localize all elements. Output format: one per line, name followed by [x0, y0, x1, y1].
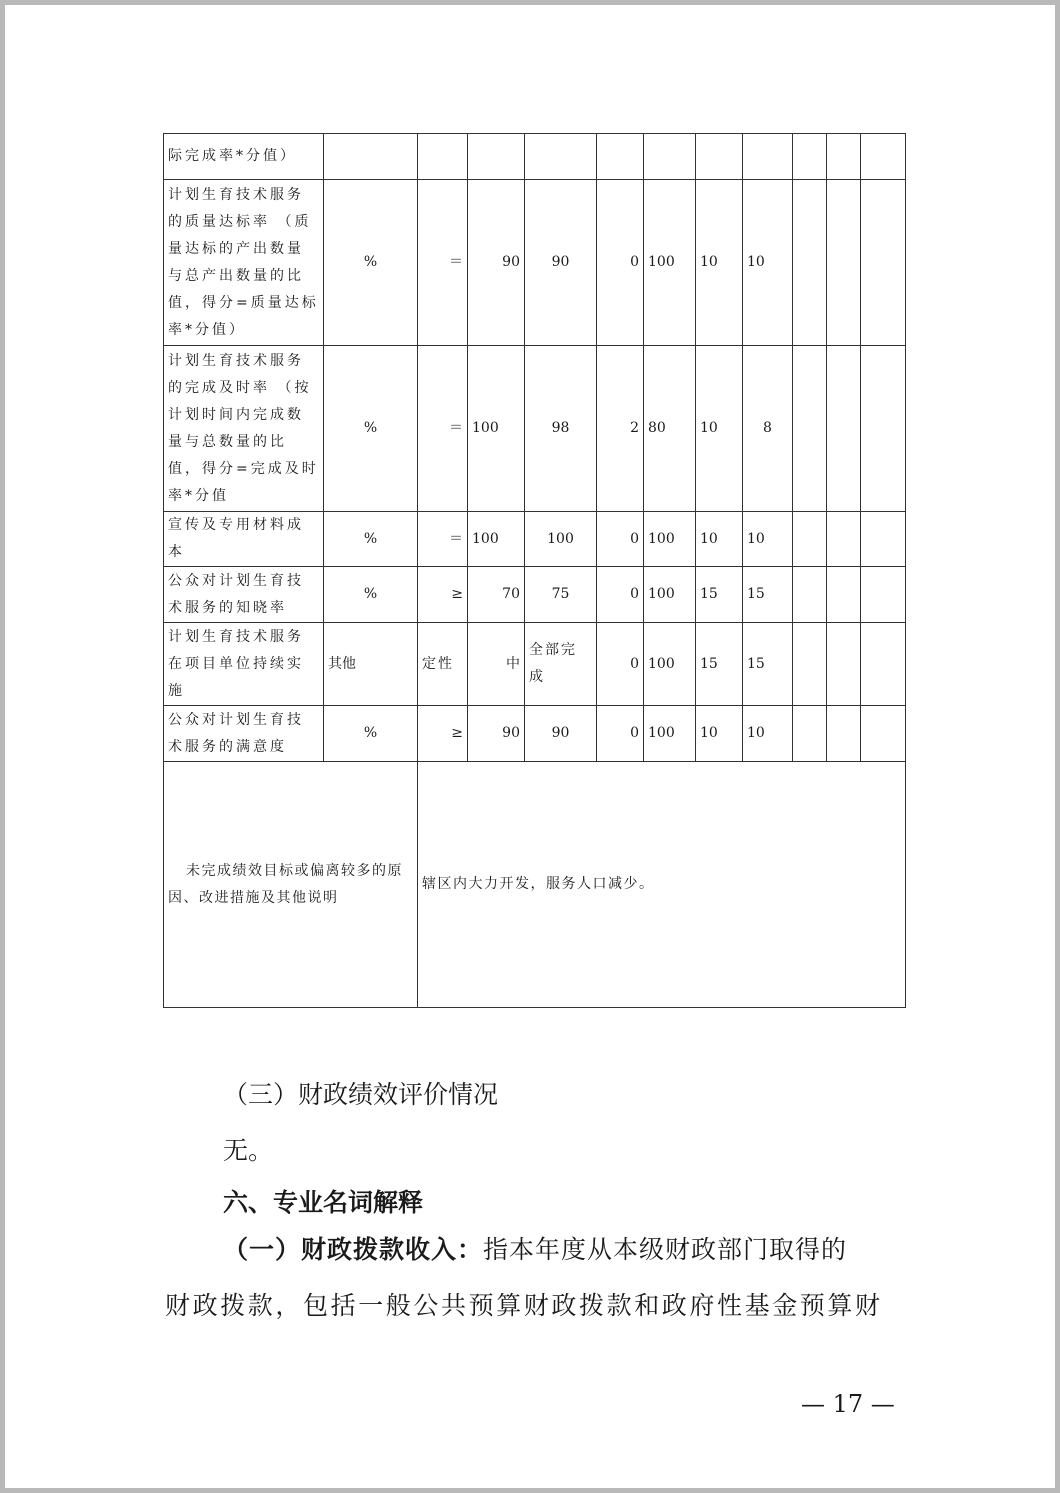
empty-cell — [793, 706, 827, 762]
indicator-name: 公众对计划生育技术服务的知晓率 — [164, 567, 324, 623]
score-cell: 10 — [743, 706, 793, 762]
empty-cell — [861, 346, 906, 512]
operator-cell: 定性 — [418, 623, 468, 706]
section-3-heading: （三）财政绩效评价情况 — [223, 1080, 499, 1109]
target-cell: 70 — [468, 567, 525, 623]
score-rate-cell: 100 — [644, 623, 696, 706]
empty-cell — [793, 134, 827, 180]
weight-cell: 10 — [696, 346, 743, 512]
empty-cell — [827, 180, 861, 346]
empty-cell — [793, 623, 827, 706]
indicator-name: 宣传及专用材料成本 — [164, 512, 324, 567]
score-cell: 10 — [743, 512, 793, 567]
score-rate-cell: 100 — [644, 706, 696, 762]
deviation-cell: 0 — [597, 623, 644, 706]
notes-text: 辖区内大力开发，服务人口减少。 — [418, 762, 906, 1008]
operator-cell: ≥ — [418, 706, 468, 762]
table-row — [164, 706, 906, 762]
target-cell: 100 — [468, 346, 525, 512]
performance-table — [163, 133, 906, 1008]
operator-cell: ＝ — [418, 180, 468, 346]
deviation-cell — [597, 134, 644, 180]
weight-cell: 15 — [696, 567, 743, 623]
empty-cell — [827, 512, 861, 567]
empty-cell — [827, 134, 861, 180]
unit-cell: 其他 — [324, 623, 418, 706]
deviation-cell: 0 — [597, 706, 644, 762]
operator-cell: ＝ — [418, 512, 468, 567]
target-cell: 90 — [468, 180, 525, 346]
unit-cell — [324, 134, 418, 180]
target-cell: 中 — [468, 623, 525, 706]
operator-cell: ≥ — [418, 567, 468, 623]
document-page — [5, 5, 1055, 1488]
item-1-term: （一）财政拨款收入： — [223, 1235, 484, 1264]
score-cell — [743, 134, 793, 180]
item-1-line-2: 财政拨款，包括一般公共预算财政拨款和政府性基金预算财 — [165, 1291, 883, 1320]
item-1-line-1 — [223, 1235, 847, 1265]
empty-cell — [827, 623, 861, 706]
empty-cell — [793, 180, 827, 346]
empty-cell — [861, 512, 906, 567]
empty-cell — [793, 512, 827, 567]
target-cell — [468, 134, 525, 180]
page-number: — 17 — — [801, 1390, 895, 1418]
table-row — [164, 346, 906, 512]
indicator-name: 计划生育技术服务的质量达标率 （质量达标的产出数量与总产出数量的比值，得分=质量达标率*分值） — [164, 180, 324, 346]
operator-cell — [418, 134, 468, 180]
actual-cell: 90 — [525, 706, 597, 762]
section-3-text: 无。 — [223, 1136, 274, 1165]
empty-cell — [861, 567, 906, 623]
deviation-cell: 0 — [597, 567, 644, 623]
unit-cell: % — [324, 512, 418, 567]
score-cell: 15 — [743, 567, 793, 623]
empty-cell — [827, 346, 861, 512]
deviation-cell: 0 — [597, 180, 644, 346]
indicator-name: 计划生育技术服务在项目单位持续实施 — [164, 623, 324, 706]
actual-cell: 75 — [525, 567, 597, 623]
actual-cell: 100 — [525, 512, 597, 567]
weight-cell: 10 — [696, 180, 743, 346]
actual-cell: 98 — [525, 346, 597, 512]
indicator-name: 计划生育技术服务的完成及时率 （按计划时间内完成数量与总数量的比值，得分=完成及时率*分值 — [164, 346, 324, 512]
weight-cell — [696, 134, 743, 180]
actual-cell: 全部完成 — [525, 623, 597, 706]
operator-cell: ＝ — [418, 346, 468, 512]
score-cell: 8 — [743, 346, 793, 512]
notes-label: 未完成绩效目标或偏离较多的原因、改进措施及其他说明 — [164, 762, 418, 1008]
empty-cell — [861, 706, 906, 762]
empty-cell — [827, 706, 861, 762]
target-cell: 100 — [468, 512, 525, 567]
score-cell: 15 — [743, 623, 793, 706]
table-row — [164, 134, 906, 180]
score-rate-cell: 100 — [644, 180, 696, 346]
weight-cell: 15 — [696, 623, 743, 706]
unit-cell: % — [324, 180, 418, 346]
table-row — [164, 180, 906, 346]
table-row-notes — [164, 762, 906, 1008]
empty-cell — [793, 346, 827, 512]
section-6-heading: 六、专业名词解释 — [223, 1188, 424, 1217]
actual-cell — [525, 134, 597, 180]
score-rate-cell: 100 — [644, 567, 696, 623]
empty-cell — [827, 567, 861, 623]
weight-cell: 10 — [696, 512, 743, 567]
score-cell: 10 — [743, 180, 793, 346]
table-row — [164, 567, 906, 623]
deviation-cell: 2 — [597, 346, 644, 512]
table-row — [164, 623, 906, 706]
unit-cell: % — [324, 567, 418, 623]
score-rate-cell: 100 — [644, 512, 696, 567]
deviation-cell: 0 — [597, 512, 644, 567]
score-rate-cell — [644, 134, 696, 180]
empty-cell — [861, 134, 906, 180]
unit-cell: % — [324, 706, 418, 762]
indicator-name: 公众对计划生育技术服务的满意度 — [164, 706, 324, 762]
weight-cell: 10 — [696, 706, 743, 762]
empty-cell — [861, 180, 906, 346]
empty-cell — [793, 567, 827, 623]
score-rate-cell: 80 — [644, 346, 696, 512]
empty-cell — [861, 623, 906, 706]
actual-cell: 90 — [525, 180, 597, 346]
table-row — [164, 512, 906, 567]
unit-cell: % — [324, 346, 418, 512]
indicator-name: 际完成率*分值） — [164, 134, 324, 180]
target-cell: 90 — [468, 706, 525, 762]
item-1-text-1: 指本年度从本级财政部门取得的 — [483, 1235, 848, 1264]
